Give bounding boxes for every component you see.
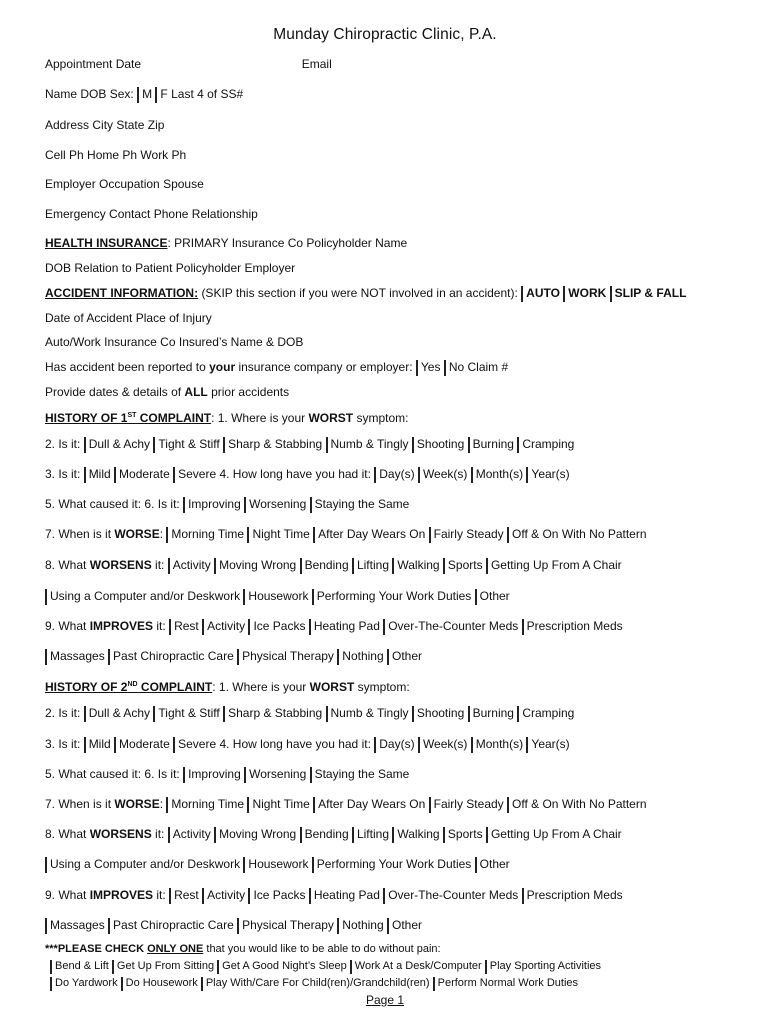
policyholder-name-label: Policyholder Name [306, 236, 408, 250]
c1-burning-label: Burning [472, 437, 514, 451]
c2-same-checkbox[interactable] [310, 767, 312, 783]
c2-steady-label: Fairly Steady [433, 797, 504, 811]
c2-q3-row [45, 736, 725, 752]
relationship-label: Relationship [191, 207, 258, 221]
c2-nothing-checkbox[interactable] [337, 918, 339, 934]
c1-offon-label: Off & On With No Pattern [512, 527, 647, 541]
c1-housework-checkbox[interactable] [243, 589, 245, 605]
goal-work-checkbox[interactable] [433, 977, 435, 991]
c2-q8-label: 8. What WORSENS it: [45, 827, 165, 841]
relation-label: Relation to Patient [74, 261, 173, 275]
c1-walking-checkbox[interactable] [392, 558, 394, 574]
c2-q7-row [45, 796, 725, 812]
c1-q2-label: 2. Is it: [45, 437, 81, 451]
c1-bending-label: Bending [304, 558, 349, 572]
c2-chair-checkbox[interactable] [486, 827, 488, 843]
c1-same-checkbox[interactable] [310, 497, 312, 513]
c1-imp-activity-label: Activity [207, 619, 246, 633]
c2-q4-label: 4. How long have you had it: [219, 737, 371, 751]
c1-chair-label: Getting Up From A Chair [490, 558, 622, 572]
c1-years-label: Year(s) [531, 467, 570, 481]
c2-sharp-checkbox[interactable] [223, 706, 225, 722]
c1-moving-label: Moving Wrong [219, 558, 297, 572]
c2-chair-label: Getting Up From A Chair [490, 827, 622, 841]
c1-improves-other-checkbox[interactable] [387, 649, 389, 665]
c1-weeks-label: Week(s) [422, 467, 468, 481]
c1-mild-label: Mild [88, 467, 111, 481]
c1-q3-label: 3. Is it: [45, 467, 81, 481]
c1-shooting-checkbox[interactable] [412, 437, 414, 453]
c2-activity-checkbox[interactable] [168, 827, 170, 843]
occupation-label: Occupation [99, 177, 160, 191]
c2-lifting-label: Lifting [356, 827, 389, 841]
c1-worsens-other-label: Other [479, 589, 510, 603]
sex-label: Sex: [109, 87, 134, 101]
complaint1-header-row [45, 408, 725, 424]
cell-ph-label: Cell Ph [45, 148, 84, 162]
prior-accidents-row [45, 384, 725, 400]
reported-yes-label: Yes [420, 360, 441, 374]
c2-q5-label: 5. What caused it: [45, 767, 142, 781]
c1-chair-checkbox[interactable] [486, 558, 488, 574]
c1-massages-label: Massages [50, 649, 105, 663]
sex-m-label: M [142, 87, 153, 101]
c2-improves-other-checkbox[interactable] [387, 918, 389, 934]
c2-pt-label: Physical Therapy [242, 918, 334, 932]
c2-years-checkbox[interactable] [526, 737, 528, 753]
c2-mild-checkbox[interactable] [84, 737, 86, 753]
c1-rx-label: Prescription Meds [526, 619, 623, 633]
c2-morning-label: Morning Time [171, 797, 245, 811]
c2-sports-label: Sports [447, 827, 483, 841]
emergency-contact-label: Emergency Contact [45, 207, 151, 221]
c2-massages-checkbox[interactable] [45, 918, 47, 934]
c2-imp-activity-label: Activity [207, 888, 246, 902]
appointment-date-label: Appointment Date [45, 57, 142, 71]
c1-steady-checkbox[interactable] [429, 527, 431, 543]
c1-sharp-label: Sharp & Stabbing [228, 437, 323, 451]
c1-activity-checkbox[interactable] [168, 558, 170, 574]
c2-improves-other-label: Other [392, 918, 423, 932]
accident-ins-row [45, 334, 725, 350]
c1-sharp-checkbox[interactable] [223, 437, 225, 453]
c2-worsens-other-label: Other [479, 857, 510, 871]
c2-numb-checkbox[interactable] [326, 706, 328, 722]
c1-lifting-label: Lifting [356, 558, 389, 572]
c1-bending-checkbox[interactable] [300, 558, 302, 574]
address-label: Address [45, 118, 90, 132]
page-title: Munday Chiropractic Clinic, P.A. [273, 26, 497, 43]
c2-years-label: Year(s) [531, 737, 570, 751]
name-label: Name [45, 87, 78, 101]
insured-name-label: Insured’s Name & DOB [178, 335, 304, 349]
c1-numb-label: Numb & Tingly [330, 437, 409, 451]
state-label: State [116, 118, 145, 132]
c2-improving-checkbox[interactable] [183, 767, 185, 783]
c2-worsens-other-checkbox[interactable] [475, 857, 477, 873]
auto-label: AUTO [526, 286, 560, 300]
c1-imp-activity-checkbox[interactable] [202, 619, 204, 635]
slip-fall-label: SLIP & FALL [614, 286, 687, 300]
c1-burning-checkbox[interactable] [468, 437, 470, 453]
c2-q5-row [45, 766, 725, 782]
auto-checkbox[interactable] [521, 286, 523, 302]
c2-heating-label: Heating Pad [313, 888, 380, 902]
c1-chiro-label: Past Chiropractic Care [113, 649, 234, 663]
complaint1-header: HISTORY OF 1ST COMPLAINT [45, 411, 212, 425]
goals-header: ***PLEASE CHECK ONLY ONE that you would like to be able to do without pain: [45, 943, 441, 955]
c2-steady-checkbox[interactable] [429, 797, 431, 813]
sex-m-checkbox[interactable] [137, 87, 139, 103]
c2-severe-checkbox[interactable] [173, 737, 175, 753]
c1-q4-label: 4. How long have you had it: [219, 467, 371, 481]
c1-q3-row [45, 466, 725, 482]
goal-sports-label: Play Sporting Activities [489, 960, 602, 972]
c2-nothing-label: Nothing [342, 918, 384, 932]
c2-walking-checkbox[interactable] [392, 827, 394, 843]
goal-children-checkbox[interactable] [201, 977, 203, 991]
employer-row [45, 176, 725, 192]
c2-imp-activity-checkbox[interactable] [202, 888, 204, 904]
c1-mild-checkbox[interactable] [84, 467, 86, 483]
c2-otc-checkbox[interactable] [383, 888, 385, 904]
c2-q1-label: : 1. Where is your WORST symptom: [212, 680, 410, 694]
c2-otc-label: Over-The-Counter Meds [388, 888, 519, 902]
accident-header-row [45, 285, 725, 301]
c1-worsening-label: Worsening [249, 497, 307, 511]
c1-computer-label: Using a Computer and/or Deskwork [50, 589, 241, 603]
c2-afterday-label: After Day Wears On [318, 797, 426, 811]
c2-days-label: Day(s) [379, 737, 415, 751]
c1-heating-label: Heating Pad [313, 619, 380, 633]
goal-yardwork-checkbox[interactable] [50, 977, 52, 991]
goal-desk-label: Work At a Desk/Computer [354, 960, 482, 972]
c1-q9b-row [45, 648, 725, 664]
c1-same-label: Staying the Same [314, 497, 410, 511]
claim-label: Claim # [467, 360, 509, 374]
c1-days-checkbox[interactable] [374, 467, 376, 483]
c1-offon-checkbox[interactable] [507, 527, 509, 543]
spouse-label: Spouse [163, 177, 204, 191]
goal-bend-label: Bend & Lift [55, 960, 109, 972]
goal-desk-checkbox[interactable] [350, 960, 352, 974]
c2-ice-checkbox[interactable] [248, 888, 250, 904]
c1-q5-label: 5. What caused it: [45, 497, 142, 511]
policyholder-employer-label: Policyholder Employer [175, 261, 296, 275]
c2-weeks-checkbox[interactable] [418, 737, 420, 753]
c2-pt-checkbox[interactable] [237, 918, 239, 934]
c2-moderate-label: Moderate [119, 737, 170, 751]
goal-housework-label: Do Housework [125, 977, 198, 989]
c2-months-checkbox[interactable] [471, 737, 473, 753]
c1-afterday-checkbox[interactable] [313, 527, 315, 543]
c2-severe-label: Severe [178, 737, 217, 751]
c2-housework-label: Housework [248, 857, 309, 871]
reported-text: Has accident been reported to your insurance company or employer: [45, 360, 413, 374]
c2-duties-checkbox[interactable] [312, 857, 314, 873]
c1-massages-checkbox[interactable] [45, 649, 47, 665]
c2-heating-checkbox[interactable] [309, 888, 311, 904]
c1-months-checkbox[interactable] [471, 467, 473, 483]
accident-header: ACCIDENT INFORMATION: [45, 286, 199, 300]
city-label: City [92, 118, 114, 132]
c1-q2-row [45, 436, 725, 452]
reported-yes-checkbox[interactable] [416, 360, 418, 376]
c1-q1-label: : 1. Where is your WORST symptom: [211, 411, 409, 425]
c2-computer-checkbox[interactable] [45, 857, 47, 873]
c1-night-label: Night Time [252, 527, 310, 541]
complaint2-header: HISTORY OF 2ND COMPLAINT [45, 680, 213, 694]
c2-chiro-label: Past Chiropractic Care [113, 918, 234, 932]
c1-sports-label: Sports [447, 558, 483, 572]
goal-work-label: Perform Normal Work Duties [437, 977, 579, 989]
goal-sleep-checkbox[interactable] [217, 960, 219, 974]
c1-computer-checkbox[interactable] [45, 589, 47, 605]
c2-dull-label: Dull & Achy [88, 706, 151, 720]
c1-nothing-checkbox[interactable] [337, 649, 339, 665]
c2-rest-label: Rest [174, 888, 199, 902]
c2-cramping-label: Cramping [522, 706, 575, 720]
goal-housework-checkbox[interactable] [121, 977, 123, 991]
c1-improves-other-label: Other [392, 649, 423, 663]
prior-accidents-label: Provide dates & details of ALL prior accidents [45, 385, 290, 399]
c2-numb-label: Numb & Tingly [330, 706, 409, 720]
phones-row [45, 147, 725, 163]
c1-duties-checkbox[interactable] [312, 589, 314, 605]
c1-q7-row [45, 526, 725, 542]
insurance-row [45, 235, 725, 251]
goal-sports-checkbox[interactable] [485, 960, 487, 974]
appointment-row [45, 56, 725, 72]
c1-q9-row [45, 618, 725, 634]
c1-numb-checkbox[interactable] [326, 437, 328, 453]
c2-q2-label: 2. Is it: [45, 706, 81, 720]
work-ph-label: Work Ph [140, 148, 187, 162]
c2-q8b-row [45, 856, 725, 872]
c1-sports-checkbox[interactable] [443, 558, 445, 574]
c1-improving-label: Improving [188, 497, 241, 511]
c1-q8-row [45, 557, 725, 573]
c2-q9-row [45, 887, 725, 903]
c2-night-checkbox[interactable] [247, 797, 249, 813]
c1-q7-label: 7. When is it WORSE: [45, 527, 164, 541]
c1-severe-label: Severe [178, 467, 217, 481]
c2-improving-label: Improving [188, 767, 241, 781]
sex-f-label: F [160, 87, 168, 101]
c1-housework-label: Housework [248, 589, 309, 603]
c2-burning-checkbox[interactable] [468, 706, 470, 722]
c2-activity-label: Activity [172, 827, 211, 841]
c2-sports-checkbox[interactable] [443, 827, 445, 843]
c2-cramping-checkbox[interactable] [517, 706, 519, 722]
c2-bending-label: Bending [304, 827, 349, 841]
c2-rx-label: Prescription Meds [526, 888, 623, 902]
insurance-row-2 [45, 260, 725, 276]
c2-massages-label: Massages [50, 918, 105, 932]
c1-ice-checkbox[interactable] [248, 619, 250, 635]
c1-tight-label: Tight & Stiff [158, 437, 220, 451]
c1-otc-label: Over-The-Counter Meds [388, 619, 519, 633]
c1-severe-checkbox[interactable] [173, 467, 175, 483]
accident-ins-label: Auto/Work Insurance Co [45, 335, 176, 349]
c1-walking-label: Walking [397, 558, 440, 572]
c1-rest-checkbox[interactable] [169, 619, 171, 635]
c2-moderate-checkbox[interactable] [114, 737, 116, 753]
goal-sleep-label: Get A Good Night’s Sleep [222, 960, 347, 972]
c1-duties-label: Performing Your Work Duties [316, 589, 472, 603]
c2-q2-row [45, 705, 725, 721]
c1-chiro-checkbox[interactable] [108, 649, 110, 665]
c1-activity-label: Activity [172, 558, 211, 572]
complaint2-header-row [45, 677, 725, 693]
c1-worsening-checkbox[interactable] [244, 497, 246, 513]
goal-yardwork-label: Do Yardwork [55, 977, 118, 989]
c2-worsening-label: Worsening [249, 767, 307, 781]
c1-night-checkbox[interactable] [247, 527, 249, 543]
c1-otc-checkbox[interactable] [383, 619, 385, 635]
goals-row-1 [50, 959, 730, 973]
sex-f-checkbox[interactable] [155, 87, 157, 103]
insurance-header: HEALTH INSURANCE [45, 236, 168, 250]
zip-label: Zip [147, 118, 165, 132]
c1-months-label: Month(s) [475, 467, 524, 481]
reported-no-checkbox[interactable] [444, 360, 446, 376]
employer-label: Employer [45, 177, 96, 191]
c2-offon-checkbox[interactable] [507, 797, 509, 813]
goal-getup-checkbox[interactable] [112, 960, 114, 974]
c1-q6-label: 6. Is it: [144, 497, 180, 511]
c2-housework-checkbox[interactable] [243, 857, 245, 873]
c1-morning-checkbox[interactable] [166, 527, 168, 543]
work-checkbox[interactable] [563, 286, 565, 302]
c2-morning-checkbox[interactable] [166, 797, 168, 813]
dob-label: DOB [80, 87, 107, 101]
reported-row [45, 359, 725, 375]
c2-tight-checkbox[interactable] [153, 706, 155, 722]
c2-q3-label: 3. Is it: [45, 737, 81, 751]
address-row [45, 117, 725, 133]
c1-afterday-label: After Day Wears On [318, 527, 426, 541]
c2-q9-label: 9. What IMPROVES it: [45, 888, 166, 902]
c2-same-label: Staying the Same [314, 767, 410, 781]
c2-q6-label: 6. Is it: [144, 767, 180, 781]
c2-night-label: Night Time [252, 797, 310, 811]
c1-moderate-label: Moderate [119, 467, 170, 481]
c2-burning-label: Burning [472, 706, 514, 720]
c2-walking-label: Walking [397, 827, 440, 841]
c2-weeks-label: Week(s) [422, 737, 468, 751]
page-number: Page 1 [365, 993, 405, 1007]
accident-date-row [45, 310, 725, 326]
phone-label: Phone [153, 207, 189, 221]
home-ph-label: Home Ph [87, 148, 138, 162]
c1-rx-checkbox[interactable] [522, 619, 524, 635]
accident-note: (SKIP this section if you were NOT involved in an accident): [201, 286, 518, 300]
c2-mild-label: Mild [88, 737, 111, 751]
c2-sharp-label: Sharp & Stabbing [228, 706, 323, 720]
accident-date-label: Date of Accident [45, 311, 133, 325]
c2-afterday-checkbox[interactable] [313, 797, 315, 813]
c2-shooting-label: Shooting [416, 706, 465, 720]
c1-worsens-other-checkbox[interactable] [475, 589, 477, 605]
c2-lifting-checkbox[interactable] [352, 827, 354, 843]
c1-q9-label: 9. What IMPROVES it: [45, 619, 166, 633]
c1-heating-checkbox[interactable] [309, 619, 311, 635]
ssn-label: Last 4 of SS# [171, 87, 244, 101]
c2-q7-label: 7. When is it WORSE: [45, 797, 164, 811]
c1-rest-label: Rest [174, 619, 199, 633]
c2-ice-label: Ice Packs [253, 888, 306, 902]
c1-tight-checkbox[interactable] [153, 437, 155, 453]
c1-improving-checkbox[interactable] [183, 497, 185, 513]
c1-pt-checkbox[interactable] [237, 649, 239, 665]
c1-shooting-label: Shooting [416, 437, 465, 451]
c2-rx-checkbox[interactable] [522, 888, 524, 904]
c2-duties-label: Performing Your Work Duties [316, 857, 472, 871]
reported-no-label: No [448, 360, 465, 374]
c1-pt-label: Physical Therapy [242, 649, 334, 663]
c1-dull-label: Dull & Achy [88, 437, 151, 451]
primary-ins-label: : PRIMARY Insurance Co [167, 236, 304, 250]
ins-dob-label: DOB [45, 261, 72, 275]
c2-rest-checkbox[interactable] [169, 888, 171, 904]
c2-moving-checkbox[interactable] [214, 827, 216, 843]
c2-q9b-row [45, 917, 725, 933]
goals-row-2 [50, 976, 730, 990]
c1-moving-checkbox[interactable] [214, 558, 216, 574]
place-label: Place of Injury [135, 311, 212, 325]
goal-children-label: Play With/Care For Child(ren)/Grandchild(ren) [205, 977, 430, 989]
work-label: WORK [568, 286, 607, 300]
c2-worsening-checkbox[interactable] [244, 767, 246, 783]
c2-bending-checkbox[interactable] [300, 827, 302, 843]
name-row [45, 86, 725, 102]
c1-nothing-label: Nothing [342, 649, 384, 663]
c1-q5-row [45, 496, 725, 512]
c1-ice-label: Ice Packs [253, 619, 306, 633]
c1-q8-label: 8. What WORSENS it: [45, 558, 165, 572]
c2-dull-checkbox[interactable] [84, 706, 86, 722]
c1-days-label: Day(s) [379, 467, 415, 481]
c1-lifting-checkbox[interactable] [352, 558, 354, 574]
c1-dull-checkbox[interactable] [84, 437, 86, 453]
c2-tight-label: Tight & Stiff [158, 706, 220, 720]
c2-shooting-checkbox[interactable] [412, 706, 414, 722]
c1-moderate-checkbox[interactable] [114, 467, 116, 483]
goal-getup-label: Get Up From Sitting [116, 960, 215, 972]
c1-weeks-checkbox[interactable] [418, 467, 420, 483]
c2-months-label: Month(s) [475, 737, 524, 751]
c1-steady-label: Fairly Steady [433, 527, 504, 541]
goals-header-row [45, 942, 725, 956]
c1-q8b-row [45, 588, 725, 604]
c2-chiro-checkbox[interactable] [108, 918, 110, 934]
c1-cramping-checkbox[interactable] [517, 437, 519, 453]
c1-years-checkbox[interactable] [526, 467, 528, 483]
c1-cramping-label: Cramping [522, 437, 575, 451]
c2-days-checkbox[interactable] [374, 737, 376, 753]
c2-q8-row [45, 826, 725, 842]
c1-morning-label: Morning Time [171, 527, 245, 541]
c2-moving-label: Moving Wrong [219, 827, 297, 841]
slip-fall-checkbox[interactable] [610, 286, 612, 302]
email-label: Email [301, 57, 332, 71]
c2-offon-label: Off & On With No Pattern [512, 797, 647, 811]
goal-bend-checkbox[interactable] [50, 960, 52, 974]
c2-computer-label: Using a Computer and/or Deskwork [50, 857, 241, 871]
emergency-row [45, 206, 725, 222]
